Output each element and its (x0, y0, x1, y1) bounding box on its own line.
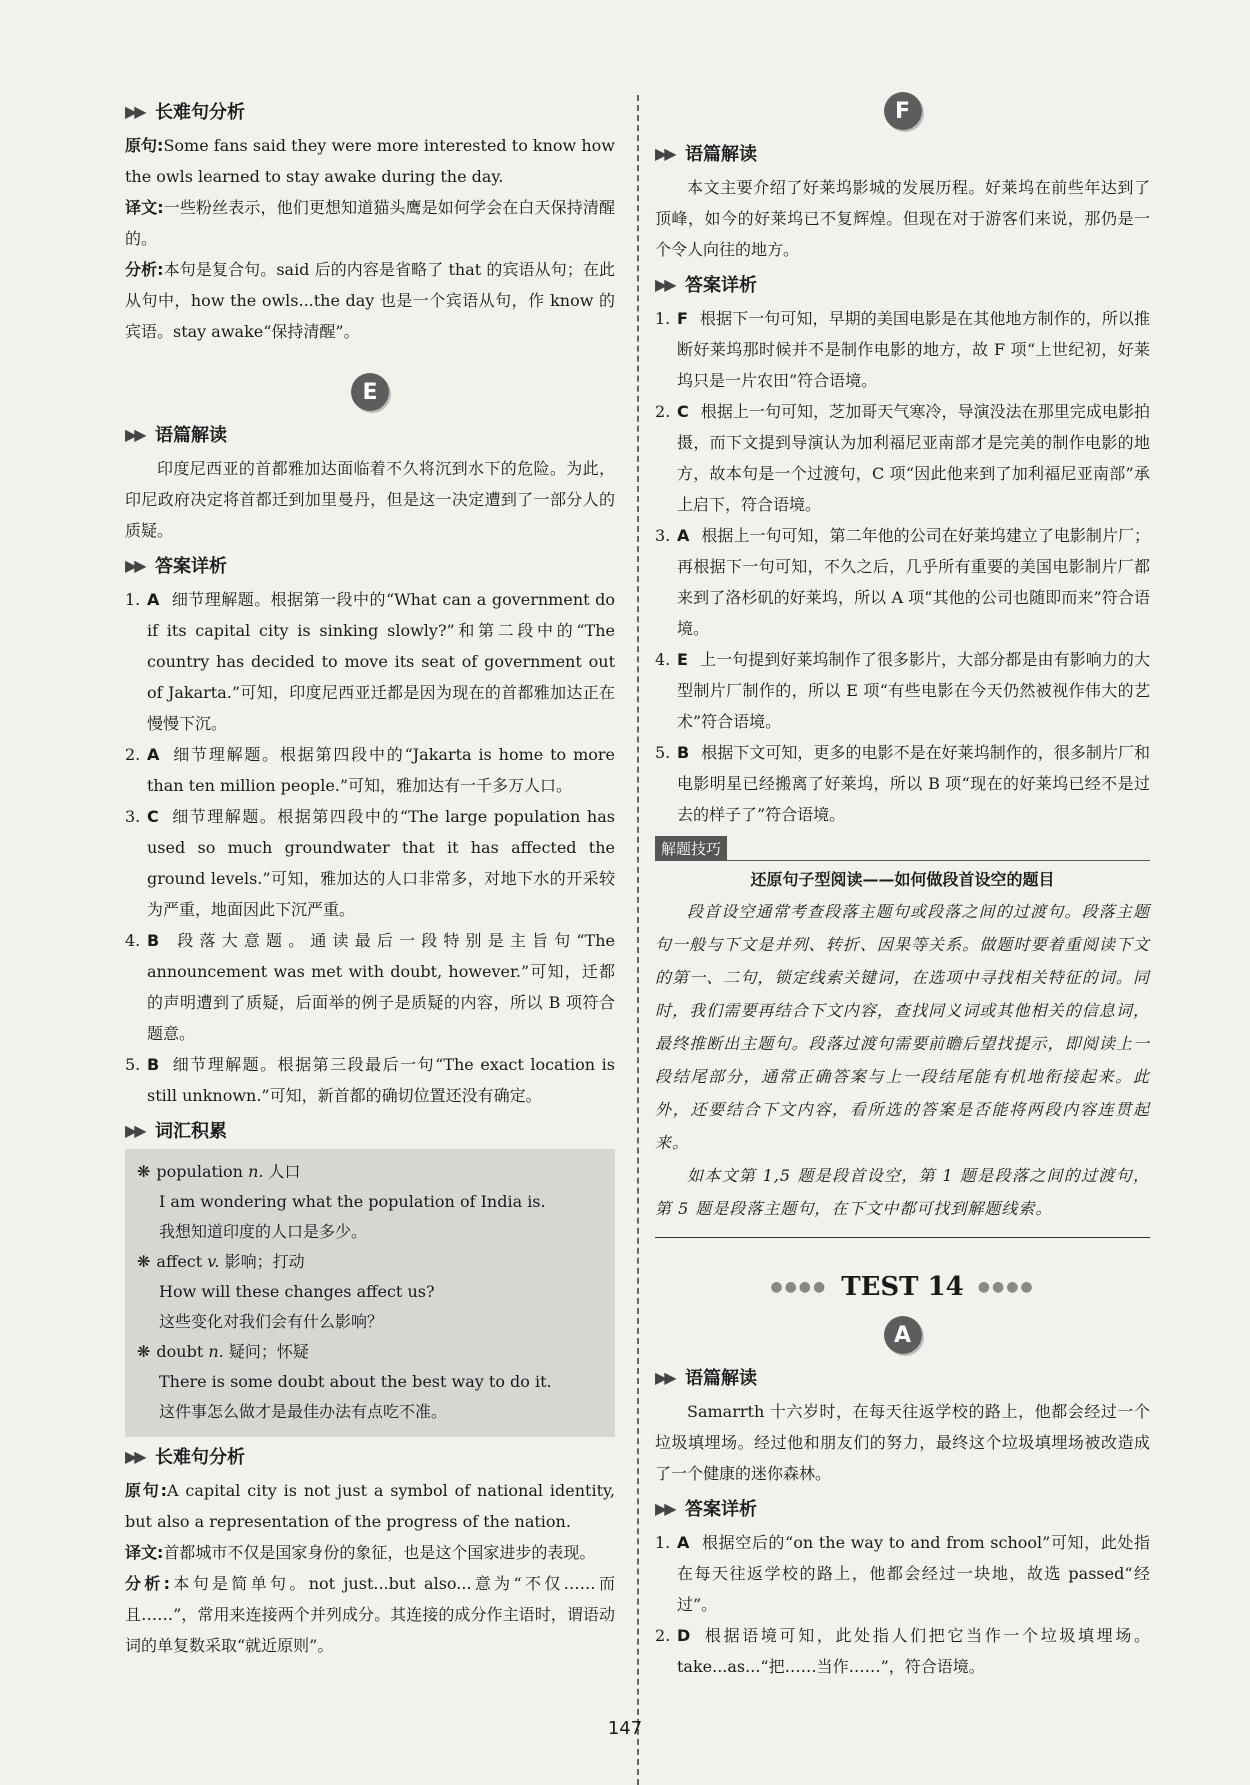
answer-list (655, 303, 1150, 830)
decorative-dots: ●●●● (770, 1279, 828, 1295)
section-marker-icon: ▶▶ (655, 1367, 674, 1387)
vocab-entry: ❋ affect v. 影响；打动 (137, 1252, 305, 1271)
section-heading: ▶▶ 语篇解读 (655, 1367, 757, 1389)
vocab-entry: ❋ population n. 人口 (137, 1162, 301, 1181)
answer-item: 4. B 段落大意题。通读最后一段特别是主旨句“The announcement was met with doubt, however.”可知，迁都的声明遭到了质疑，后面举的例子是质疑的内容，所以 B 项符合题意。 (125, 931, 615, 1043)
section-marker-icon: ▶▶ (655, 143, 674, 163)
translation: 译文:首都城市不仅是国家身份的象征，也是这个国家进步的表现。 (125, 1543, 596, 1562)
vocab-example: I am wondering what the population of India is. (159, 1192, 546, 1211)
answer-item: 1. A 细节理解题。根据第一段中的“What can a government do if its capital city is sinking slowly?”和第二段中的“The country has decided to move its seat of government out of Jakarta.”可知，印度尼西亚迁都是因为现在的首都雅加达正在慢慢下沉。 (125, 590, 615, 733)
section-heading: ▶▶ 答案详析 (655, 274, 757, 296)
answer-list (125, 584, 615, 1111)
passage-summary: 印度尼西亚的首都雅加达面临着不久将沉到水下的危险。为此，印尼政府决定将首都迁到加里曼丹，但是这一决定遭到了一部分人的质疑。 (125, 459, 615, 540)
vocab-example: How will these changes affect us? (159, 1282, 435, 1301)
answer-item: 5. B 根据下文可知，更多的电影不是在好莱坞制作的，很多制片厂和电影明星已经搬离了好莱坞，所以 B 项“现在的好莱坞已经不是过去的样子了”符合语境。 (655, 743, 1150, 824)
answer-list (655, 1527, 1150, 1682)
vocab-example-translation: 我想知道印度的人口是多少。 (159, 1222, 368, 1241)
analysis: 分析:本句是复合句。said 后的内容是省略了 that 的宾语从句；在此从句中，how the owls...the day 也是一个宾语从句，作 know 的宾语。stay awake“保持清醒”。 (125, 260, 616, 341)
section-marker-icon: ▶▶ (125, 424, 144, 444)
answer-item: 5. B 细节理解题。根据第三段最后一句“The exact location is still unknown.”可知，新首都的确切位置还没有确定。 (125, 1055, 615, 1105)
vocab-entry: ❋ doubt n. 疑问；怀疑 (137, 1342, 309, 1361)
section-heading: ▶▶ 答案详析 (655, 1498, 757, 1520)
answer-item: 3. C 细节理解题。根据第四段中的“The large population has used so much groundwater that it has affected the ground levels.”可知，雅加达的人口非常多，对地下水的开采较为严重，地面因此下沉严重。 (125, 807, 615, 919)
tips-end-rule (655, 1237, 1150, 1238)
asterisk-icon: ❋ (137, 1162, 151, 1181)
asterisk-icon: ❋ (137, 1252, 151, 1271)
asterisk-icon: ❋ (137, 1342, 151, 1361)
answer-item: 4. E 上一句提到好莱坞制作了很多影片，大部分都是由有影响力的大型制片厂制作的，所以 E 项“有些电影在今天仍然被视作伟大的艺术”符合语境。 (655, 650, 1150, 731)
section-marker-icon: ▶▶ (125, 1446, 144, 1466)
test-title: TEST 14 (841, 1272, 964, 1302)
section-marker-icon: ▶▶ (125, 555, 144, 575)
translation: 译文:一些粉丝表示，他们更想知道猫头鹰是如何学会在白天保持清醒的。 (125, 198, 615, 248)
answer-item: 2. D 根据语境可知，此处指人们把它当作一个垃圾填埋场。take...as...“把……当作……”，符合语境。 (655, 1626, 1150, 1676)
test-heading (655, 1272, 1150, 1302)
section-heading: ▶▶ 词汇积累 (125, 1120, 227, 1142)
tips-rule (655, 860, 1150, 861)
section-marker-icon: ▶▶ (655, 1498, 674, 1518)
section-heading: ▶▶ 长难句分析 (125, 101, 245, 123)
section-heading: ▶▶ 语篇解读 (125, 424, 227, 446)
answer-item: 2. C 根据上一句可知，芝加哥天气寒冷，导演没法在那里完成电影拍摄，而下文提到导演认为加利福尼亚南部才是完美的制作电影的地方，故本句是一个过渡句，C 项“因此他来到了加利福尼亚南部”承上启下，符合语境。 (655, 402, 1150, 514)
passage-badge-e: E (351, 373, 389, 411)
section-heading: ▶▶ 长难句分析 (125, 1446, 245, 1468)
vocabulary-box (125, 1149, 615, 1437)
answer-item: 3. A 根据上一句可知，第二年他的公司在好莱坞建立了电影制片厂；再根据下一句可知，不久之后，几乎所有重要的美国电影制片厂都来到了洛杉矶的好莱坞，所以 A 项“其他的公司也随即而来”符合语境。 (655, 526, 1150, 638)
tips-tag: 解题技巧 (655, 836, 727, 861)
passage-summary: 本文主要介绍了好莱坞影城的发展历程。好莱坞在前些年达到了顶峰，如今的好莱坞已不复辉煌。但现在对于游客们来说，那仍是一个令人向往的地方。 (655, 178, 1150, 259)
left-column (125, 92, 615, 1661)
answer-item: 2. A 细节理解题。根据第四段中的“Jakarta is home to more than ten million people.”可知，雅加达有一千多万人口。 (125, 745, 615, 795)
tips-title: 还原句子型阅读——如何做段首设空的题目 (750, 870, 1055, 889)
decorative-dots: ●●●● (977, 1279, 1035, 1295)
section-heading: ▶▶ 答案详析 (125, 555, 227, 577)
right-column (655, 92, 1150, 1682)
section-marker-icon: ▶▶ (125, 101, 144, 121)
column-divider (637, 95, 639, 1785)
section-marker-icon: ▶▶ (655, 274, 674, 294)
page-number: 147 (607, 1718, 643, 1739)
tips-body: 段首设空通常考查段落主题句或段落之间的过渡句。段落主题句一般与下文是并列、转折、因果等关系。做题时要着重阅读下文的第一、二句，锁定线索关键词，在选项中寻找相关特征的词。同时，我们需要再结合下文内容，查找同义词或其他相关的信息词，最终推断出主题句。段落过渡句需要前瞻后望找提示，即阅读上一段结尾部分，通常正确答案与上一段结尾能有机地衔接起来。此外，还要结合下文内容，看所选的答案是否能将两段内容连贯起来。 如本文第 1,5 题是段首设空，第 1 题是段落之间的过渡句，第 5 题是段落主题句，在下文中都可找到解题线索。 (655, 902, 1150, 1218)
original-sentence: 原句:A capital city is not just a symbol of national identity, but also a representation of the progress of the nation. (125, 1481, 615, 1531)
answer-item: 1. A 根据空后的“on the way to and from school”可知，此处指在每天往返学校的路上，他都会经过一块地，故选 passed“经过”。 (655, 1533, 1150, 1614)
analysis: 分析:本句是简单句。not just...but also...意为“不仅……而且……”，常用来连接两个并列成分。其连接的成分作主语时，谓语动词的单复数采取“就近原则”。 (125, 1574, 615, 1655)
passage-summary: Samarrth 十六岁时，在每天往返学校的路上，他都会经过一个垃圾填埋场。经过他和朋友们的努力，最终这个垃圾填埋场被改造成了一个健康的迷你森林。 (655, 1402, 1150, 1483)
section-heading: ▶▶ 语篇解读 (655, 143, 757, 165)
passage-badge-a: A (884, 1316, 922, 1354)
vocab-example-translation: 这件事怎么做才是最佳办法有点吃不准。 (159, 1402, 448, 1421)
tips-box (655, 830, 1150, 1238)
passage-badge-f: F (884, 92, 922, 130)
vocab-example-translation: 这些变化对我们会有什么影响？ (159, 1312, 384, 1331)
original-sentence: 原句:Some fans said they were more interested to know how the owls learned to stay awake during the day. (125, 136, 615, 186)
section-marker-icon: ▶▶ (125, 1120, 144, 1140)
answer-item: 1. F 根据下一句可知，早期的美国电影是在其他地方制作的，所以推断好莱坞那时候并不是制作电影的地方，故 F 项“上世纪初，好莱坞只是一片农田”符合语境。 (655, 309, 1150, 390)
vocab-example: There is some doubt about the best way to do it. (159, 1372, 552, 1391)
